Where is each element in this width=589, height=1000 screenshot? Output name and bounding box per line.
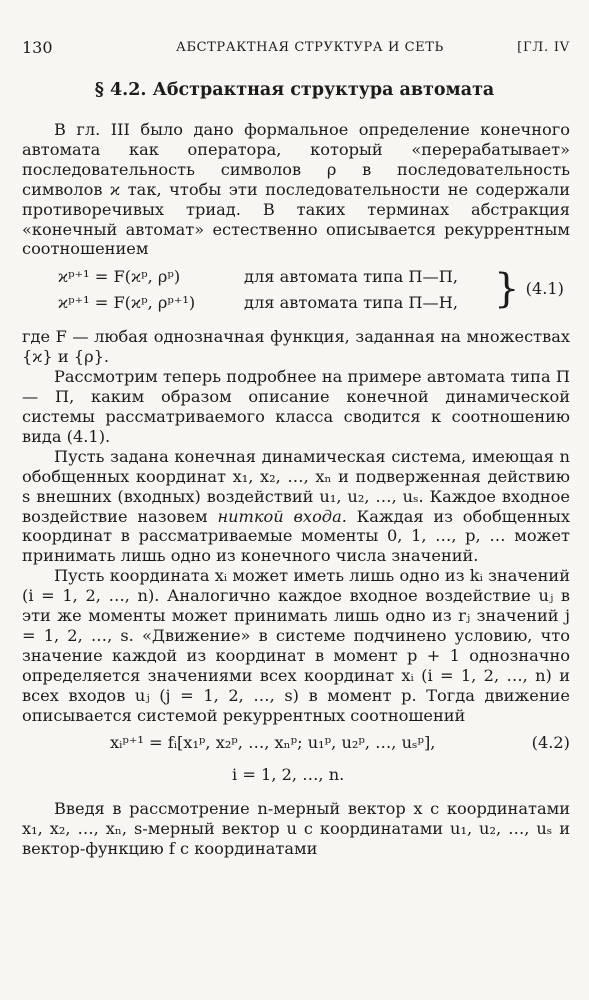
equation-4-2: [22, 731, 570, 793]
equation-formula: ϰᵖ⁺¹ = F(ϰᵖ, ρᵖ⁺¹): [58, 293, 196, 313]
page-number: 130: [22, 38, 53, 57]
paragraph: [22, 447, 570, 566]
section-heading: § 4.2. Абстрактная структура автомата: [94, 80, 495, 100]
paragraph: Рассмотрим теперь подробнее на примере автомата типа П — П, каким образом описание конечной динамической системы рассматриваемого класса сводится к соотношению вида (4.1).: [22, 367, 570, 446]
equation-index-range: i = 1, 2, …, n.: [232, 765, 345, 785]
equation-number: (4.2): [531, 733, 570, 753]
running-header: [22, 38, 570, 62]
chapter-marker: [ГЛ. IV: [517, 40, 570, 55]
paragraph-text: Пусть задана конечная динамическая система, имеющая n обобщенных координат x₁, x₂, …, xₙ и подверженная действию s внешних (входных) воздействий u₁, u₂, …, uₛ. Каждое входное воздействие назовем: [22, 446, 570, 526]
paragraph: где F — любая однозначная функция, заданная на множествах {ϰ} и {ρ}.: [22, 327, 570, 367]
equation-formula: xᵢᵖ⁺¹ = fᵢ[x₁ᵖ, x₂ᵖ, …, xₙᵖ; u₁ᵖ, u₂ᵖ, …, uₛᵖ],: [110, 733, 436, 753]
running-title: АБСТРАКТНАЯ СТРУКТУРА И СЕТЬ: [176, 40, 444, 55]
paragraph: В гл. III было дано формальное определение конечного автомата как оператора, который «перерабатывает» последовательность символов ρ в последовательность символов ϰ так, чтобы эти последовательности не содержали противоречивых триад. В таких терминах абстракция «конечный автомат» естественно описывается рекуррентным соотношением: [22, 120, 570, 259]
italic-term: ниткой входа.: [217, 506, 347, 526]
equation-formula: ϰᵖ⁺¹ = F(ϰᵖ, ρᵖ): [58, 267, 181, 287]
body-text: [22, 120, 570, 859]
equation-4-1: [22, 265, 570, 323]
paragraph: Введя в рассмотрение n-мерный вектор x с координатами x₁, x₂, …, xₙ, s-мерный вектор u с координатами u₁, u₂, …, uₛ и вектор-функцию f с координатами: [22, 799, 570, 859]
paragraph: Пусть координата xᵢ может иметь лишь одно из kᵢ значений (i = 1, 2, …, n). Аналогично каждое входное воздействие uⱼ в эти же моменты может принимать лишь одно из rⱼ значений j = 1, 2, …, s. «Движение» в системе подчинено условию, что значение каждой из координат в момент p + 1 однозначно определяется значениями всех координат xᵢ (i = 1, 2, …, n) и всех входов uⱼ (j = 1, 2, …, s) в момент p. Тогда движение описывается системой рекуррентных соотношений: [22, 566, 570, 725]
equation-text: для автомата типа П—П,: [244, 267, 458, 287]
equation-number: (4.1): [525, 279, 564, 299]
equation-text: для автомата типа П—Н,: [244, 293, 458, 313]
paragraph-text: Каждая из обобщенных координат в рассматриваемые моменты 0, 1, …, p, … может принимать лишь одно из конечного числа значений.: [22, 506, 570, 566]
right-brace: }: [494, 266, 520, 313]
